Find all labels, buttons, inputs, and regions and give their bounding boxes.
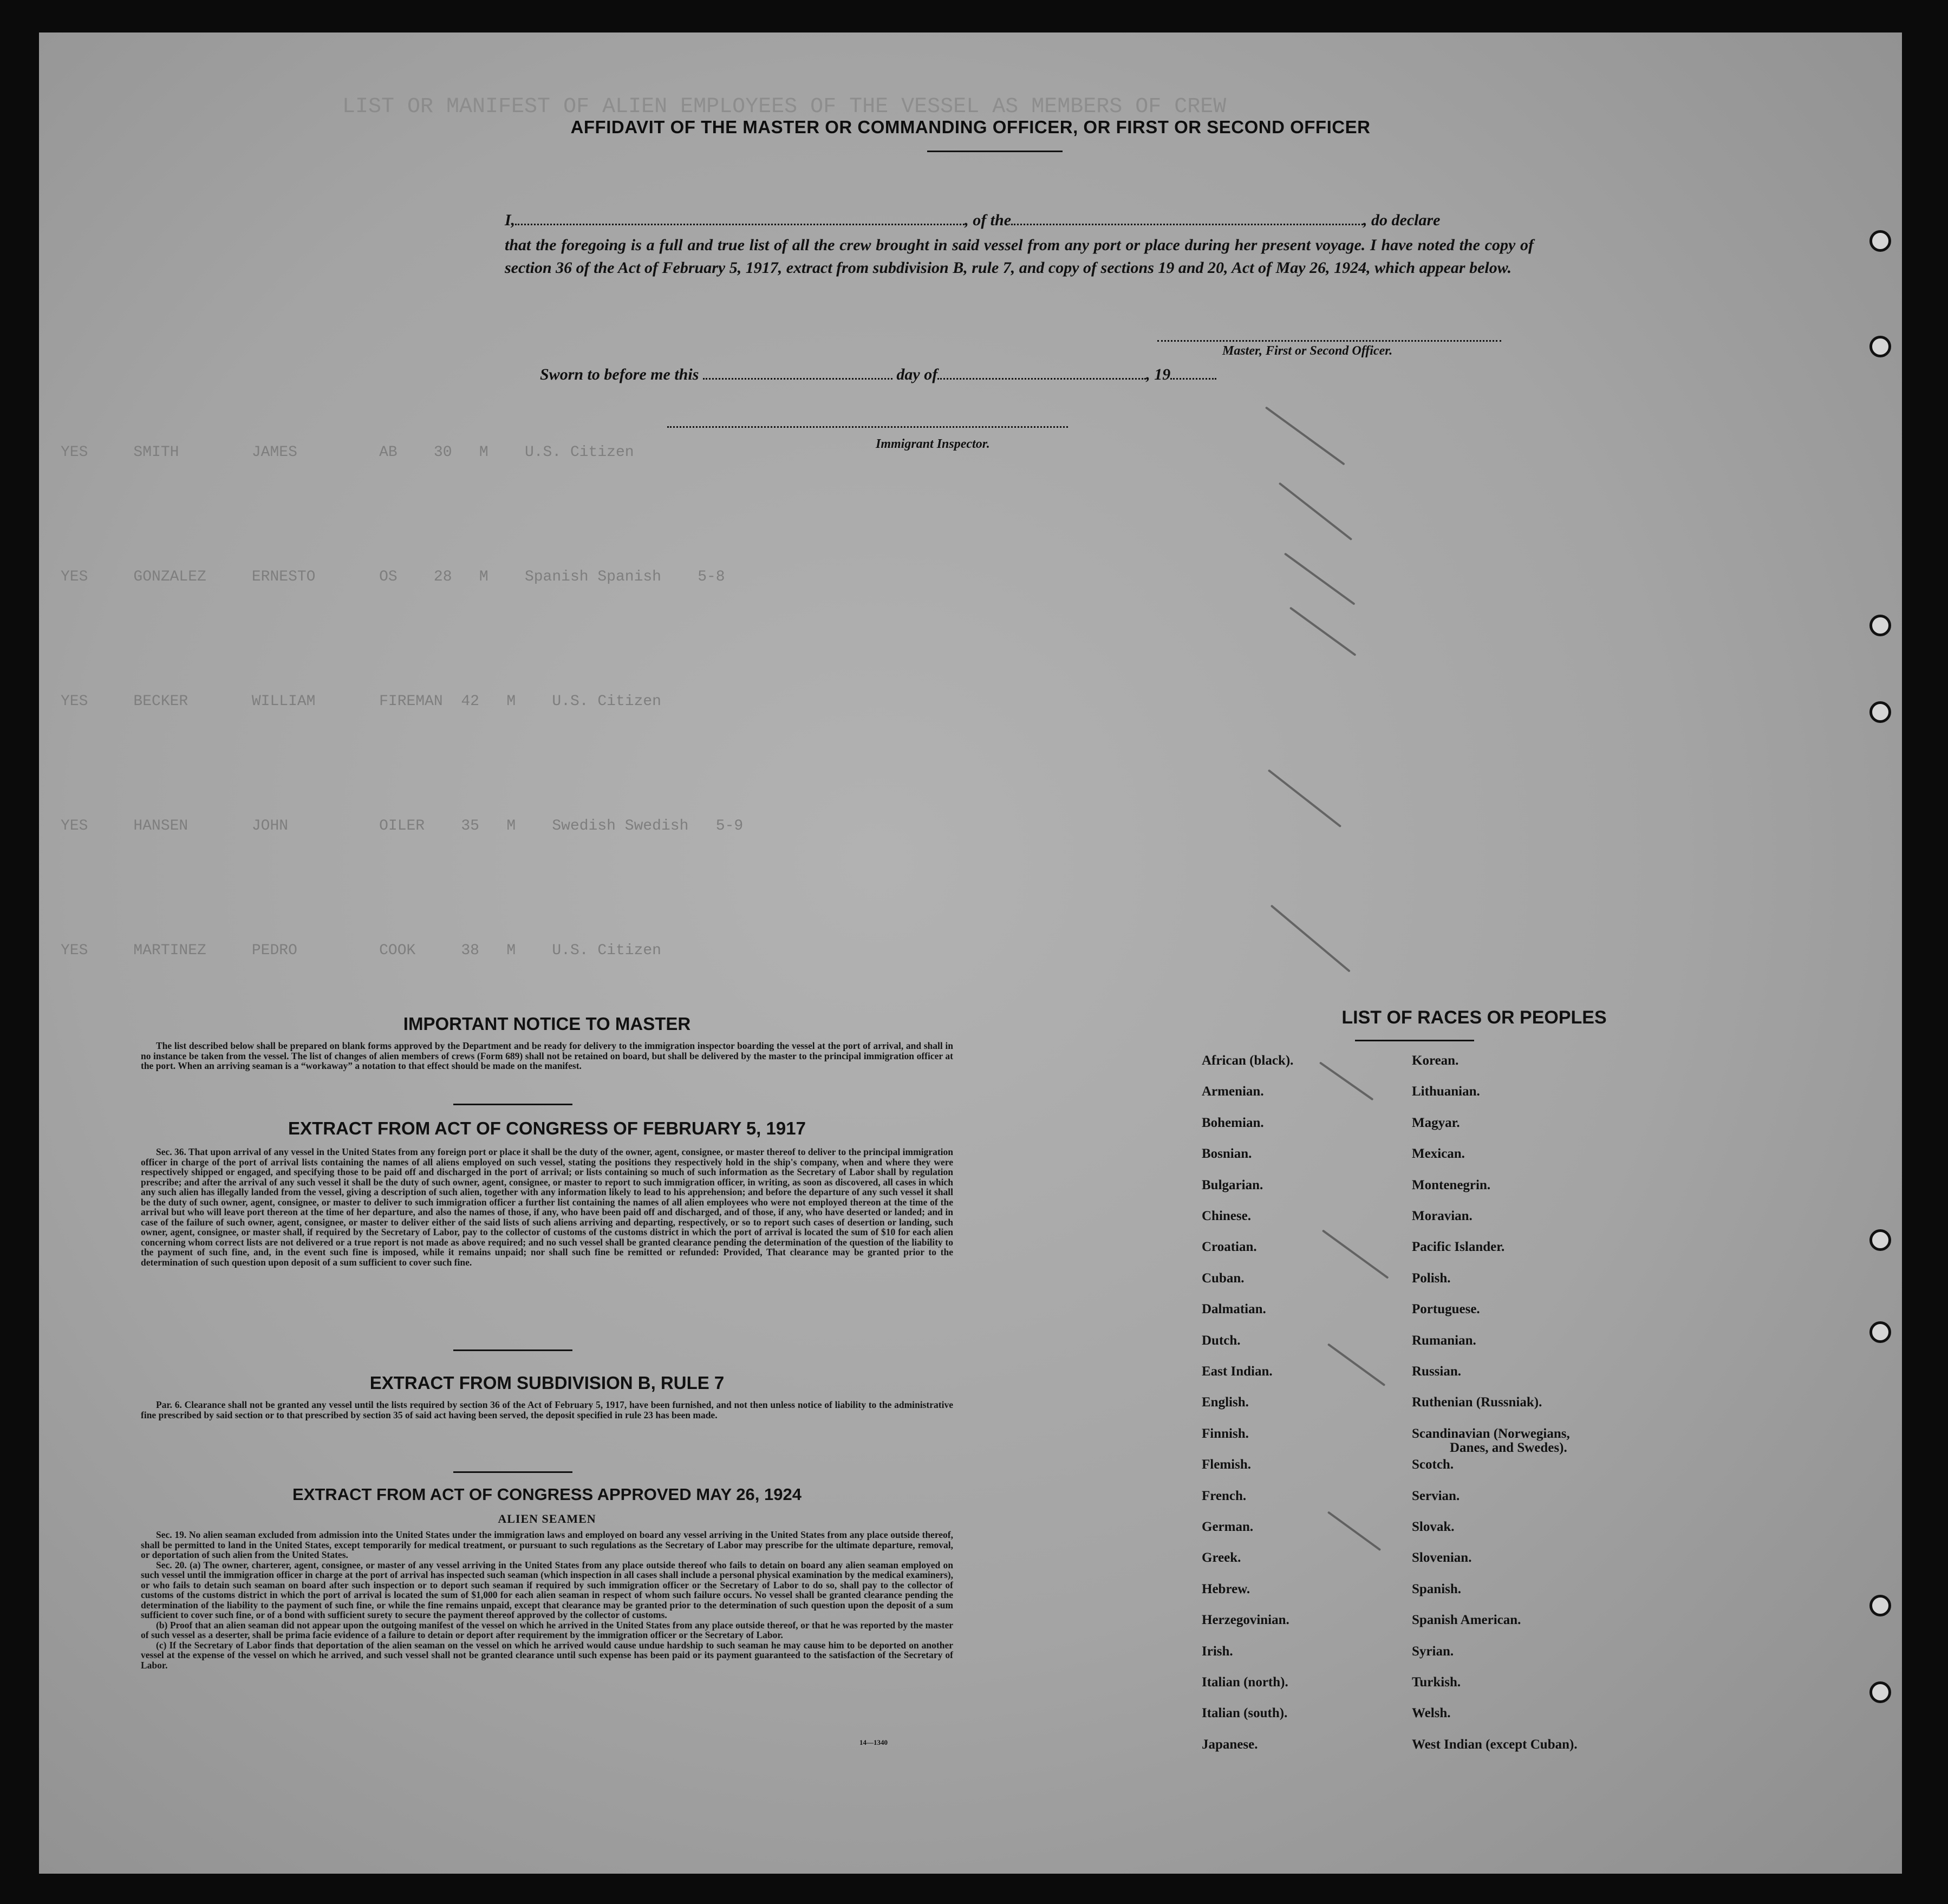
- race-item: Hebrew.: [1202, 1581, 1250, 1596]
- race-item: Turkish.: [1412, 1675, 1461, 1690]
- race-item: Japanese.: [1202, 1737, 1258, 1752]
- signature-caption: Master, First or Second Officer.: [1222, 344, 1393, 358]
- punch-hole-icon: [1869, 1595, 1891, 1616]
- race-item: Bosnian.: [1202, 1146, 1252, 1162]
- punch-hole-icon: [1869, 1321, 1891, 1343]
- race-item: Syrian.: [1412, 1644, 1454, 1659]
- race-item: English.: [1202, 1395, 1249, 1410]
- extract-1924-title: EXTRACT FROM ACT OF CONGRESS APPROVED MAY 26, 1924: [292, 1485, 802, 1504]
- punch-hole-icon: [1869, 1681, 1891, 1703]
- punch-hole-icon: [1869, 230, 1891, 252]
- race-item: Spanish.: [1412, 1581, 1462, 1596]
- race-item: Dutch.: [1202, 1333, 1241, 1348]
- race-item: Herzegovinian.: [1202, 1613, 1289, 1628]
- extract-1917-title: EXTRACT FROM ACT OF CONGRESS OF FEBRUARY 5, 1917: [288, 1118, 806, 1138]
- race-item: Chinese.: [1202, 1209, 1251, 1223]
- race-item: Armenian.: [1202, 1084, 1264, 1099]
- race-item: Portuguese.: [1412, 1302, 1480, 1317]
- notice-body: The list described below shall be prepared on blank forms approved by the Department and be ready for delivery to the immigration inspector boarding the vessel at the port of arrival, and shall in no instance be taken from the vessel. The list of changes of alien members of crews (Form 689) shall not be retained on board, but shall be delivered by the master to the principal immigration officer at the port. When an arriving seaman is a “workaway” a notation to that effect should be made on the manifest.: [141, 1040, 953, 1071]
- race-item: Slovak.: [1412, 1520, 1455, 1534]
- sworn-line: Sworn to before me this day of , 19: [540, 366, 1216, 384]
- declaration-line: I, , of the , do declare: [505, 211, 1441, 229]
- race-item: Italian (north).: [1202, 1675, 1288, 1690]
- race-item: Welsh.: [1412, 1706, 1451, 1721]
- race-item: Korean.: [1412, 1053, 1459, 1068]
- punch-hole-icon: [1869, 701, 1891, 723]
- race-item: Danes, and Swedes).: [1450, 1440, 1567, 1455]
- document-page: LIST OR MANIFEST OF ALIEN EMPLOYEES OF THE VESSEL AS MEMBERS OF CREW YES SMITH JAMES AB 30 M U.S. Citizen YES GONZALEZ ERNESTO OS 28 M Spanish Spanish 5-8 YES BECKER WILLIAM FIREMAN 42 M U.S. Citizen YES HANSEN JOHN OILER 35 M Swedish Swedish 5-9 YES MARTINEZ PEDRO COOK 38 M U.S. Citizen AFFIDAVIT OF THE MASTER OR COMMANDING OFFICER, OR FIRST OR SECOND OFFICER I, , of the , do declare that the foregoing is a full and true list of all the crew brought in said vessel from any port or place during her present voyage. I have noted the copy of section 36 of the Act of February 5, 1917, extract from subdivision B, rule 7, and copy of sections 19 and 20, Act of May 26, 1924, which appear below. Master, First or Second Officer. Sworn to before me this day of , 19 Immigrant Inspector. IMPORTANT NOTICE TO MASTER The list described below shall be prepared on blank forms approved by the Department and be ready for delivery to the immigration inspector boarding the vessel at the port of arrival, and shall in no instance be taken from the vessel. The list of changes of alien members of crews (Form 689) shall not be retained on board, but shall be delivered by the master to the principal immigration officer at the port. When an arriving seaman is a “workaway” a notation to that effect should be made on the manifest. EXTRACT FROM ACT OF CONGRESS OF FEBRUARY 5, 1917 Sec. 36. That upon arrival of any vessel in the United States from any foreign port or place it shall be the duty of the owner, agent, consignee, or master thereof to deliver to the principal immigration officer in charge of the port of arrival lists containing the names of all aliens employed on such vessel, stating the positions they respectively hold in the ship's company, when and where they were respectively shipped or engaged, and specifying those to be paid off and discharged in the port of arrival; or lists containing so much of such information as the Secretary of Labor shall by regulation prescribe; and after the arrival of any such vessel it shall be the duty of such owner, agent, consignee, or master to report to such immigration officer, in writing, as soon as discovered, all cases in which any such alien has illegally landed from the vessel, giving a description of such alien, together with any information likely to lead to his apprehension; and before the departure of any such vessel it shall be the duty of such owner, agent, consignee, or master to deliver to such immigration officer a further list containing the names of all alien employees who were not employed thereon at the time of the arrival but who will leave port thereon at the time of her departure, and also the names of those, if any, who have been paid off and discharged, and of those, if any, who have deserted or landed; and in case of the failure of such owner, agent, consignee, or master to deliver either of the said lists of such aliens arriving and departing, respectively, or so to report such cases of desertion or landing, such owner, agent, consignee, or master shall, if required by the Secretary of Labor, pay to the collector of customs of the customs district in which the port of arrival is located the sum of $10 for each alien concerning whom correct lists are not delivered or a true report is not made as above required; and no such vessel shall be granted clearance pending the determination of the question of the liability to the payment of such fine, and, in the event such fine is imposed, while it remains unpaid; nor shall such fine be remitted or refunded: Provided, That clearance may be granted prior to the determination of such question upon deposit of a sum sufficient to cover such fine. EXTRACT FROM SUBDIVISION B, RULE 7 Par. 6. Clearance shall not be granted any vessel until the lists required by section 36 of the Act of February 5, 1917, have been furnished, and not then unless notice of liability to the administrative fine prescribed by said section or to that prescribed by section 35 of said act having been served, the deposit specified in rule 23 has been made. EXTRACT FROM ACT OF CONGRESS APPROVED MAY 26, 1924 ALIEN SEAMEN Sec. 19. No alien seaman excluded from admission into the United States under the immigration laws and employed on board any vessel arriving in the United States from any place outside thereof, shall be permitted to land in the United States, except temporarily for medical treatment, or pursuant to such regulations as the Secretary of Labor may prescribe for the ultimate departure, removal, or deportation of such alien from the United States. Sec. 20. (a) The owner, charterer, agent, consignee, or master of any vessel arriving in the United States from any place outside thereof who fails to detain on board any alien seaman employed on such vessel until the immigration officer in charge at the port of arrival has inspected such seaman (which inspection in all cases shall include a personal physical examination by the medical examiners), or who fails to detain such seaman on board after such inspection or to deport such seaman if required by such immigration officer or the Secretary of Labor to do so, shall pay to the collector of customs of the customs district in which the port of arrival is located the sum of $1,000 for each alien seaman in respect of whom such failure occurs. No vessel shall be granted clearance pending the determination of the liability to the payment of such fine, or while the fine remains unpaid, except that clearance may be granted prior to the determination of such question upon the deposit of a sum sufficient to cover such fine, or of a bond with sufficient surety to secure the payment thereof approved by the collector of customs. (b) Proof that an alien seaman did not appear upon the outgoing manifest of the vessel on which he arrived in the United States from any place outside thereof, or that he was reported by the master of such vessel as a deserter, shall be prima facie evidence of a failure to detain or deport after requirement by the immigration officer or the Secretary of Labor. (c) If the Secretary of Labor finds that deportation of the alien seaman on the vessel on which he arrived would cause undue hardship to such seaman he may cause him to be deported on another vessel at the expense of the vessel on which he arrived, and such vessel shall not be granted clearance until such expense has been paid or its payment guaranteed to the satisfaction of the Secretary of Labor. 14—1340 LIST OF RACES OR PEOPLES African (black). Armenian. Bohemian. Bosnian. Bulgarian. Chinese. Croatian. Cuban. Dalmatian. Dutch. East Indian. English. Finnish. Flemish. French. German. Greek. Hebrew. Herzegovinian. Irish. Italian (north). Italian (south). Japanese. Korean. Lithuanian. Magyar. Mexican. Montenegrin. Moravian. Pacific Islander. Polish. Portuguese. Rumanian. Russian. Ruthenian (Russniak). Scandinavian (Norwegians, Danes, and Swedes). Scotch. Servian. Slovak. Slovenian. Spanish. Spanish American. Syrian. Turkish. Welsh. West Indian (except Cuban).: [39, 32, 1902, 1874]
- extract-1924-body: Sec. 19. No alien seaman excluded from admission into the United States under the immigration laws and employed on board any vessel arriving in the United States from any place outside thereof, shall be permitted to land in the United States, except temporarily for medical treatment, or pursuant to such regulations as the Secretary of Labor may prescribe for the ultimate departure, removal, or deportation of such alien from the United States. Sec. 20. (a) The owner, charterer, agent, consignee, or master of any vessel arriving in the United States from any place outside thereof who fails to detain on board any alien seaman employed on such vessel until the immigration officer in charge at the port of arrival has inspected such seaman (which inspection in all cases shall include a personal physical examination by the medical examiners), or who fails to detain such seaman on board after such inspection or to deport such seaman if required by such immigration officer or the Secretary of Labor to do so, shall pay to the collector of customs of the customs district in which the port of arrival is located the sum of $1,000 for each alien seaman in respect of whom such failure occurs. No vessel shall be granted clearance pending the determination of the liability to the payment of such fine, or while the fine remains unpaid, except that clearance may be granted prior to the determination of such question upon the deposit of a sum sufficient to cover such fine, or of a bond with sufficient surety to secure the payment thereof approved by the collector of customs. (b) Proof that an alien seaman did not appear upon the outgoing manifest of the vessel on which he arrived in the United States from any place outside thereof, or that he was reported by the master of such vessel as a deserter, shall be prima facie evidence of a failure to detain or deport after requirement by the immigration officer or the Secretary of Labor. (c) If the Secretary of Labor finds that deportation of the alien seaman on the vessel on which he arrived would cause undue hardship to such seaman he may cause him to be deported on another vessel at the expense of the vessel on which he arrived, and such vessel shall not be granted clearance until such expense has been paid or its payment guaranteed to the satisfaction of the Secretary of Labor.: [141, 1529, 953, 1671]
- race-item: Italian (south).: [1202, 1706, 1288, 1721]
- affidavit-body: that the foregoing is a full and true list of all the crew brought in said vessel from any port or place during her present voyage. I have noted the copy of section 36 of the Act of February 5, 1917, extract from subdivision B, rule 7, and copy of sections 19 and 20, Act of May 26, 1924, which appear below.: [505, 236, 1534, 277]
- rule7-title: EXTRACT FROM SUBDIVISION B, RULE 7: [369, 1373, 725, 1393]
- signature-line: [1157, 340, 1501, 343]
- inspector-signature-line: [667, 426, 1068, 429]
- race-item: Dalmatian.: [1202, 1302, 1266, 1317]
- race-item: Spanish American.: [1412, 1613, 1521, 1628]
- race-item: Magyar.: [1412, 1115, 1460, 1130]
- punch-hole-icon: [1869, 336, 1891, 357]
- extract-1917-body: Sec. 36. That upon arrival of any vessel in the United States from any foreign port or place it shall be the duty of the owner, agent, consignee, or master thereof to deliver to the principal immigration officer in charge of the port of arrival lists containing the names of all aliens employed on such vessel, stating the positions they respectively hold in the ship's company, when and where they were respectively shipped or engaged, and specifying those to be paid off and discharged in the port of arrival; or lists containing so much of such information as the Secretary of Labor shall by regulation prescribe; and after the arrival of any such vessel it shall be the duty of such owner, agent, consignee, or master to report to such immigration officer, in writing, as soon as discovered, all cases in which any such alien has illegally landed from the vessel, giving a description of such alien, together with any information likely to lead to his apprehension; and before the departure of any such vessel it shall be the duty of such owner, agent, consignee, or master to deliver to such immigration officer a further list containing the names of all alien employees who were not employed thereon at the time of the arrival but who will leave port thereon at the time of her departure, and also the names of those, if any, who have been paid off and discharged, and of those, if any, who have deserted or landed; and in case of the failure of such owner, agent, consignee, or master to deliver either of the said lists of such aliens arriving and departing, respectively, or so to report such cases of desertion or landing, such owner, agent, consignee, or master shall, if required by the Secretary of Labor, pay to the collector of customs of the customs district in which the port of arrival is located the sum of $10 for each alien concerning whom correct lists are not delivered or a true report is not made as above required; and no such vessel shall be granted clearance pending the determination of the question of the liability to the payment of such fine, and, in the event such fine is imposed, while it remains unpaid; nor shall such fine be remitted or refunded: Provided, That clearance may be granted prior to the determination of such question upon deposit of a sum sufficient to cover such fine.: [141, 1146, 953, 1268]
- race-item: West Indian (except Cuban).: [1412, 1737, 1578, 1752]
- inspector-caption: Immigrant Inspector.: [876, 437, 990, 451]
- races-divider: [1355, 1040, 1474, 1041]
- race-item: Russian.: [1412, 1364, 1462, 1379]
- punch-hole-icon: [1869, 1229, 1891, 1251]
- race-item: Pacific Islander.: [1412, 1240, 1505, 1255]
- race-item: Bohemian.: [1202, 1115, 1264, 1130]
- notice-divider: [453, 1104, 572, 1105]
- race-item: Croatian.: [1202, 1240, 1257, 1255]
- race-item: Scotch.: [1412, 1457, 1454, 1472]
- race-item: Finnish.: [1202, 1426, 1249, 1441]
- race-item: Servian.: [1412, 1488, 1460, 1503]
- race-item: Mexican.: [1412, 1146, 1465, 1162]
- race-item: Rumanian.: [1412, 1333, 1476, 1348]
- form-number: 14—1340: [859, 1738, 888, 1746]
- rule7-body: Par. 6. Clearance shall not be granted any vessel until the lists required by section 36 of the Act of February 5, 1917, have been furnished, and not then unless notice of liability to the administrative fine prescribed by said section or to that prescribed by section 35 of said act having been served, the deposit specified in rule 23 has been made.: [141, 1399, 953, 1420]
- title-divider: [927, 151, 1063, 152]
- race-item: Cuban.: [1202, 1270, 1245, 1286]
- race-item: French.: [1202, 1488, 1247, 1503]
- notice-title: IMPORTANT NOTICE TO MASTER: [403, 1014, 691, 1034]
- race-item: Irish.: [1202, 1644, 1233, 1659]
- race-item: Polish.: [1412, 1270, 1451, 1286]
- race-item: Montenegrin.: [1412, 1177, 1491, 1192]
- race-item: African (black).: [1202, 1053, 1294, 1068]
- rule7-divider: [453, 1471, 572, 1473]
- race-item: Slovenian.: [1412, 1550, 1472, 1566]
- races-title: LIST OF RACES OR PEOPLES: [1341, 1007, 1607, 1028]
- race-item: German.: [1202, 1520, 1254, 1534]
- punch-hole-icon: [1869, 615, 1891, 636]
- extract-1924-subtitle: ALIEN SEAMEN: [498, 1512, 596, 1525]
- affidavit-title: AFFIDAVIT OF THE MASTER OR COMMANDING OFFICER, OR FIRST OR SECOND OFFICER: [570, 117, 1371, 137]
- race-item: East Indian.: [1202, 1364, 1273, 1379]
- race-item: Flemish.: [1202, 1457, 1251, 1472]
- race-item: Greek.: [1202, 1550, 1241, 1566]
- race-item: Lithuanian.: [1412, 1084, 1480, 1099]
- extract-1917-divider: [453, 1349, 572, 1351]
- race-item: Moravian.: [1412, 1209, 1473, 1223]
- race-item: Bulgarian.: [1202, 1177, 1263, 1192]
- race-item: Scandinavian (Norwegians,: [1412, 1426, 1570, 1441]
- race-item: Ruthenian (Russniak).: [1412, 1395, 1542, 1410]
